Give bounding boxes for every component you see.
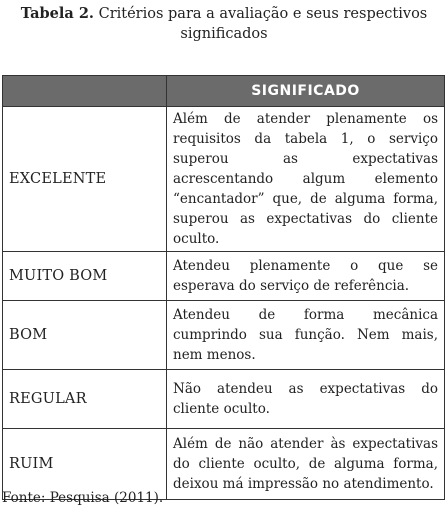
table-header-row [3,76,445,107]
criterio-cell: REGULAR [3,370,167,429]
table-row [3,429,445,500]
caption-label: Tabela 2. [20,5,94,22]
table-caption [0,4,448,44]
significado-cell: Além de atender plenamente os requisitos da tabela 1, o serviço superou as expectativas acrescentando algum elemento “encantador” que, de alguma forma, superou as expectativas do cliente oculto. [167,107,445,252]
significado-cell: Atendeu plenamente o que se esperava do serviço de referência. [167,252,445,301]
criterio-cell: EXCELENTE [3,107,167,252]
significado-cell: Atendeu de forma mecânica cumprindo sua função. Nem mais, nem menos. [167,301,445,370]
table-row [3,301,445,370]
criteria-table [2,75,445,500]
table-row [3,107,445,252]
table-row [3,370,445,429]
criterio-cell: BOM [3,301,167,370]
header-criterio [3,76,167,107]
significado-cell: Além de não atender às expectativas do cliente oculto, de alguma forma, deixou má impressão no atendimento. [167,429,445,500]
significado-cell: Não atendeu as expectativas do cliente oculto. [167,370,445,429]
caption-text: Critérios para a avaliação e seus respectivos significados [93,6,428,42]
criterio-cell: MUITO BOM [3,252,167,301]
criterio-cell: RUIM [3,429,167,500]
table-row [3,252,445,301]
header-significado: SIGNIFICADO [167,76,445,107]
source-note: Fonte: Pesquisa (2011). [2,490,164,506]
